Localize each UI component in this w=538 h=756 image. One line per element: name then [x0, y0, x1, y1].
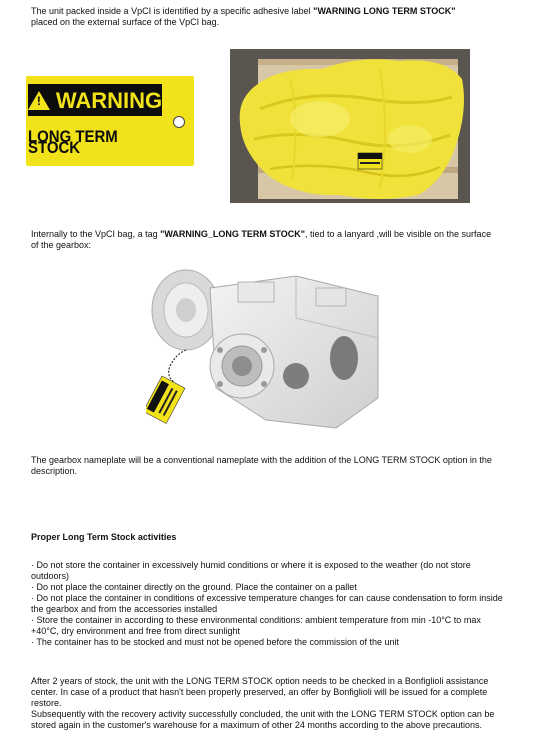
alert-symbol: ! [36, 93, 41, 108]
tag-text-1: Internally to the VpCI bag, a tag [31, 229, 161, 239]
activities-list [31, 560, 503, 648]
list-item: · Do not place the container in conditions of excessive temperature changes for can cause condensation to form inside the gearbox and from the accessories installed [31, 593, 503, 614]
wrapped-unit-photo-svg [230, 49, 470, 203]
long-term-stock-text: LONG TERM STOCK [28, 127, 118, 157]
warning-label-graphic [26, 76, 194, 166]
tag-hole [173, 116, 185, 128]
list-item: · Store the container in according to these environmental conditions: ambient temperature from min -10°C to max +40°C, dry environment and free from direct sunlight [31, 615, 481, 636]
intro-text-2: placed on the external surface of the VpCI bag. [31, 17, 220, 27]
warning-triangle-icon [28, 91, 50, 110]
tag-paragraph [31, 229, 501, 251]
intro-paragraph [31, 6, 481, 28]
intro-text-1: The unit packed inside a VpCI is identified by a specific adhesive label [31, 6, 314, 16]
nameplate-paragraph: The gearbox nameplate will be a conventional nameplate with the addition of the LONG TERM STOCK option in the description. [31, 455, 492, 476]
wrapped-unit-photo [230, 49, 470, 203]
list-item: · Do not store the container in excessively humid conditions or where it is exposed to the weather (do not store outdoors) [31, 560, 471, 581]
gearbox-drawing [146, 258, 396, 438]
tag-text-2: , tied to a lanyard ,will be visible on the surface of the gearbox: [31, 229, 492, 250]
list-item: · Do not place the container directly on the ground. Place the container on a pallet [31, 582, 357, 592]
warning-banner [28, 84, 162, 116]
closing-paragraph-1: After 2 years of stock, the unit with the LONG TERM STOCK option needs to be checked in a Bonfiglioli assistance center. In case of a product that hasn't been properly preserved, an offer by Bonfiglioli will be issued for a complete restore. [31, 676, 489, 708]
closing-paragraph-2: Subsequently with the recovery activity successfully concluded, the unit with the LONG TERM STOCK option can be stored again in the customer's warehouse for a maximum of other 24 months according to the above precautions. [31, 709, 495, 730]
list-item: · The container has to be stocked and must not be opened before the commission of the unit [31, 637, 400, 647]
closing-section [31, 676, 503, 731]
intro-bold: "WARNING LONG TERM STOCK" [313, 6, 456, 16]
gearbox-drawing-svg [146, 258, 396, 438]
tag-bold: "WARNING_LONG TERM STOCK" [160, 229, 305, 239]
warning-text: WARNING [55, 87, 163, 113]
activities-heading: Proper Long Term Stock activities [31, 532, 177, 542]
